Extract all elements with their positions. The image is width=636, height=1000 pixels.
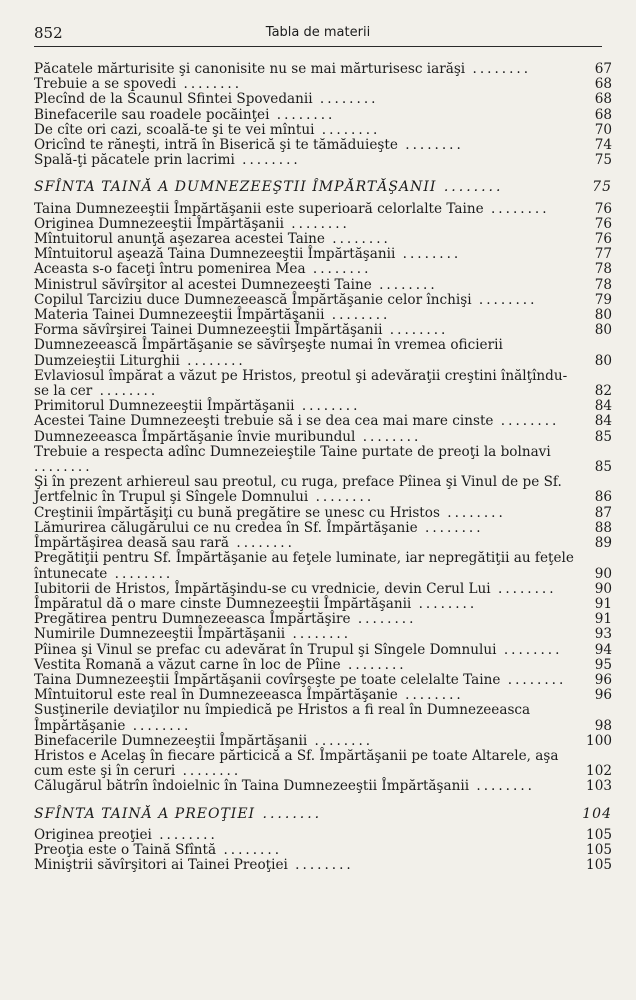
toc-entry-page: 105 <box>586 826 612 843</box>
toc-entry-page: 67 <box>594 61 612 77</box>
leader-dots: ........ <box>493 413 560 430</box>
toc-entry <box>34 643 612 658</box>
toc-entry-title: Evlaviosul împărat a văzut pe Hristos, preotul şi adevăraţii creştini înălţîndu-se la cer <box>34 367 568 400</box>
toc-entry <box>34 506 612 521</box>
leader-dots: ........ <box>483 200 550 217</box>
toc-entry-title: Trebuie a respecta adînc Dumnezeieştile Taine purtate de preoţi la bolnavi <box>34 443 551 460</box>
toc-entry-title: Pregătirea pentru Dumnezeeasca Împărtăşire <box>34 611 351 628</box>
toc-entry <box>34 262 612 277</box>
toc-entry-page: 98 <box>594 717 612 734</box>
leader-dots: ........ <box>34 459 93 476</box>
toc-entry-title: Pregătiţii pentru Sf. Împărtăşanie au feţele luminate, iar nepregătiţii au feţele întunecate <box>34 550 574 582</box>
toc-entry-page: 70 <box>594 121 612 138</box>
toc-entry-title: Mîntuitorul aşează Taina Dumnezeeştii Împărtăşanii <box>34 246 396 263</box>
toc-entry-page: 102 <box>586 763 612 780</box>
leader-dots: ........ <box>382 322 449 339</box>
leader-dots: ........ <box>255 805 323 822</box>
toc-entry-title: Ministrul săvîrşitor al acestei Dumnezeeşti Taine <box>34 276 372 293</box>
toc-entry <box>34 399 612 414</box>
toc-entry <box>34 202 612 217</box>
toc-entry-page: 96 <box>594 671 612 688</box>
toc-entry <box>34 536 612 551</box>
toc-entry-page: 68 <box>594 106 612 123</box>
toc-entry-title: Şi în prezent arhiereul sau preotul, cu ruga, preface Pîinea şi Vinul de pe Sf. Jertfelnic în Trupul şi Sîngele Domnului <box>34 474 562 506</box>
toc-entry-page: 80 <box>594 322 612 339</box>
toc-entry-title: Păcatele mărturisite şi canonisite nu se mai mărturisesc iarăşi <box>34 61 466 77</box>
toc-entry-title: Copilul Tarciziu duce Dumnezeească Împărtăşanie celor închişi <box>34 291 472 308</box>
toc-entry-title: Lămurirea călugărului ce nu credea în Sf. Împărtăşanie <box>34 519 418 536</box>
toc-section-heading <box>34 180 612 195</box>
leader-dots: ........ <box>355 428 422 445</box>
toc-entry <box>34 627 612 642</box>
toc-entry-page: 94 <box>594 641 612 658</box>
leader-dots: ........ <box>216 841 283 858</box>
toc-entry <box>34 612 612 627</box>
leader-dots: ........ <box>411 595 478 612</box>
toc-entry-title: Taina Dumnezeeştii Împărtăşanii covîrşeşte pe toate celelalte Taine <box>34 671 501 688</box>
toc-entry <box>34 858 612 873</box>
toc-entry-title: Mîntuitorul anunţă aşezarea acestei Taine <box>34 231 325 248</box>
toc-entry <box>34 597 612 612</box>
leader-dots: ........ <box>496 641 563 658</box>
toc-entry-title: Spală-ţi păcatele prin lacrimi <box>34 152 235 169</box>
toc-entry <box>34 779 612 794</box>
leader-dots: ........ <box>324 307 391 324</box>
leader-dots: ........ <box>151 826 218 843</box>
toc-entry <box>34 123 612 138</box>
page-header <box>34 20 602 47</box>
toc-entry-title: Aceasta s-o faceţi întru pomenirea Mea <box>34 261 306 278</box>
leader-dots: ........ <box>312 91 379 108</box>
leader-dots: ........ <box>294 398 361 415</box>
running-title: Tabla de materii <box>265 25 371 40</box>
toc-entry-title: Originea preoţiei <box>34 826 152 843</box>
leader-dots: ........ <box>471 291 538 308</box>
leader-dots: ........ <box>234 152 301 169</box>
leader-dots: ........ <box>395 246 462 263</box>
toc-entry-page: 93 <box>594 626 612 643</box>
leader-dots: ........ <box>439 504 506 521</box>
toc-entry-page: 77 <box>594 246 612 263</box>
toc-entry-page: 95 <box>594 656 612 673</box>
toc-entry-title: Plecînd de la Scaunul Sfintei Spovedanii <box>34 91 313 108</box>
toc-entry-title: Iubitorii de Hristos, Împărtăşindu-se cu vrednicie, devin Cerul Lui <box>34 580 491 597</box>
leader-dots: ........ <box>340 656 407 673</box>
toc-entry-page: 74 <box>594 137 612 154</box>
toc-entry <box>34 92 612 107</box>
toc-entry <box>34 521 612 536</box>
leader-dots: ........ <box>371 276 438 293</box>
toc-entry-title: SFÎNTA TAINĂ A PREOŢIEI <box>34 805 256 822</box>
toc-entry-title: Binefacerile Dumnezeeştii Împărtăşanii <box>34 732 308 749</box>
leader-dots: ........ <box>307 732 374 749</box>
toc-entry-title: Călugărul bătrîn îndoielnic în Taina Dumnezeeştii Împărtăşanii <box>34 778 470 795</box>
toc-entry-title: Trebuie a se spovedi <box>34 76 177 93</box>
toc-entry <box>34 293 612 308</box>
table-of-contents <box>34 62 612 873</box>
toc-entry-page: 68 <box>594 91 612 108</box>
toc-entry-page: 91 <box>594 595 612 612</box>
leader-dots: ........ <box>179 352 246 369</box>
leader-dots: ........ <box>175 763 242 780</box>
leader-dots: ........ <box>285 626 352 643</box>
toc-entry <box>34 217 612 232</box>
leader-dots: ........ <box>92 383 159 400</box>
toc-entry-title: Dumnezeeasca Împărtăşanie învie muribundul <box>34 428 356 445</box>
toc-entry <box>34 475 612 505</box>
toc-entry <box>34 153 612 168</box>
toc-entry <box>34 77 612 92</box>
toc-entry-page: 105 <box>586 841 612 858</box>
leader-dots: ........ <box>287 857 354 874</box>
toc-entry <box>34 62 612 77</box>
leader-dots: ........ <box>397 687 464 704</box>
toc-entry-page: 87 <box>594 504 612 521</box>
leader-dots: ........ <box>417 519 484 536</box>
leader-dots: ........ <box>397 137 464 154</box>
toc-entry-page: 82 <box>594 383 612 400</box>
toc-entry-page: 75 <box>592 179 612 196</box>
toc-entry-page: 85 <box>594 459 612 476</box>
toc-entry <box>34 734 612 749</box>
toc-entry <box>34 338 612 368</box>
toc-entry-page: 104 <box>582 805 612 822</box>
toc-entry-title: Mîntuitorul este real în Dumnezeeasca Împărtăşanie <box>34 687 398 704</box>
toc-entry-title: Forma săvîrşirei Tainei Dumnezeeştii Împărtăşanii <box>34 322 383 339</box>
toc-entry-page: 96 <box>594 687 612 704</box>
toc-entry-page: 78 <box>594 276 612 293</box>
toc-entry-title: Numirile Dumnezeeştii Împărtăşanii <box>34 626 286 643</box>
toc-entry-page: 68 <box>594 76 612 93</box>
toc-entry-page: 85 <box>594 428 612 445</box>
toc-entry-title: Pîinea şi Vinul se prefac cu adevărat în Trupul şi Sîngele Domnului <box>34 641 497 658</box>
leader-dots: ........ <box>324 231 391 248</box>
toc-entry-page: 100 <box>586 732 612 749</box>
toc-entry-page: 105 <box>586 857 612 874</box>
toc-entry-title: Împăratul dă o mare cinste Dumnezeeştii Împărtăşanii <box>34 595 412 612</box>
toc-entry <box>34 138 612 153</box>
toc-entry-page: 91 <box>594 611 612 628</box>
toc-entry-page: 90 <box>594 580 612 597</box>
toc-entry-title: Binefacerile sau roadele pocăinţei <box>34 106 270 123</box>
toc-entry <box>34 308 612 323</box>
toc-entry-title: Susţinerile deviaţilor nu împiedică pe Hristos a fi real în Dumnezeeasca Împărtăşanie <box>34 702 531 734</box>
toc-entry <box>34 108 612 123</box>
toc-section-heading <box>34 807 612 822</box>
toc-entry-page: 78 <box>594 261 612 278</box>
toc-entry <box>34 323 612 338</box>
toc-entry <box>34 828 612 843</box>
leader-dots: ........ <box>269 106 336 123</box>
toc-entry-page: 76 <box>594 215 612 232</box>
toc-entry <box>34 430 612 445</box>
leader-dots: ........ <box>125 717 192 734</box>
toc-entry <box>34 278 612 293</box>
toc-entry-page: 103 <box>586 778 612 795</box>
toc-entry-title: Dumnezeească Împărtăşanie se săvîrşeşte numai în vremea oficierii Dumzeieştii Liturghii <box>34 337 503 369</box>
toc-entry <box>34 414 612 429</box>
toc-entry-page: 84 <box>594 398 612 415</box>
toc-entry-title: Preoţia este o Taină Sfîntă <box>34 841 217 858</box>
toc-entry <box>34 688 612 703</box>
toc-entry <box>34 445 612 475</box>
leader-dots: ........ <box>465 61 532 77</box>
leader-dots: ........ <box>176 76 243 93</box>
toc-entry-title: Materia Tainei Dumnezeeştii Împărtăşanii <box>34 307 325 324</box>
page-number: 852 <box>34 24 63 42</box>
leader-dots: ........ <box>107 565 174 582</box>
toc-entry-page: 89 <box>594 535 612 552</box>
leader-dots: ........ <box>314 121 381 138</box>
toc-entry <box>34 369 612 399</box>
toc-entry-page: 80 <box>594 352 612 369</box>
toc-entry <box>34 582 612 597</box>
toc-entry-page: 76 <box>594 231 612 248</box>
toc-entry-title: Împărtăşirea deasă sau rară <box>34 535 230 552</box>
toc-entry <box>34 658 612 673</box>
leader-dots: ........ <box>490 580 557 597</box>
toc-entry <box>34 673 612 688</box>
toc-entry-page: 76 <box>594 200 612 217</box>
toc-entry-title: Acestei Taine Dumnezeeşti trebuie să i se dea cea mai mare cinste <box>34 413 494 430</box>
toc-entry <box>34 232 612 247</box>
toc-entry-title: Creştinii împărtăşiţi cu bună pregătire se unesc cu Hristos <box>34 504 440 521</box>
toc-entry-title: Taina Dumnezeeştii Împărtăşanii este superioară celorlalte Taine <box>34 200 484 217</box>
leader-dots: ........ <box>283 215 350 232</box>
leader-dots: ........ <box>229 535 295 552</box>
leader-dots: ........ <box>436 179 504 196</box>
leader-dots: ........ <box>500 671 567 688</box>
toc-entry <box>34 551 612 581</box>
leader-dots: ........ <box>350 611 417 628</box>
toc-entry <box>34 703 612 733</box>
toc-entry <box>34 843 612 858</box>
leader-dots: ........ <box>308 489 375 506</box>
toc-entry-page: 88 <box>594 519 612 536</box>
toc-entry-title: Primitorul Dumnezeeştii Împărtăşanii <box>34 398 295 415</box>
leader-dots: ........ <box>305 261 372 278</box>
toc-entry-title: SFÎNTA TAINĂ A DUMNEZEEŞTII ÎMPĂRTĂŞANII <box>34 179 437 196</box>
toc-entry <box>34 749 612 779</box>
toc-entry-title: Originea Dumnezeeştii Împărtăşanii <box>34 215 284 232</box>
toc-entry-title: Vestita Romană a văzut carne în loc de Pîine <box>34 656 341 673</box>
toc-entry-title: Oricînd te răneşti, intră în Biserică şi te tămăduieşte <box>34 137 398 154</box>
toc-entry-page: 79 <box>594 291 612 308</box>
toc-entry <box>34 247 612 262</box>
toc-entry-page: 75 <box>594 152 612 169</box>
toc-entry-title: Miniştrii săvîrşitori ai Tainei Preoţiei <box>34 857 288 874</box>
toc-entry-page: 86 <box>594 489 612 506</box>
toc-entry-title: Hristos e Acelaş în fiecare părticică a Sf. Împărtăşanii pe toate Altarele, aşa cum este şi în ceruri <box>34 747 559 780</box>
toc-entry-page: 90 <box>594 565 612 582</box>
toc-entry-title: De cîte ori cazi, scoală-te şi te vei mîntui <box>34 121 315 138</box>
toc-entry-page: 84 <box>594 413 612 430</box>
toc-entry-page: 80 <box>594 307 612 324</box>
leader-dots: ........ <box>469 778 535 795</box>
